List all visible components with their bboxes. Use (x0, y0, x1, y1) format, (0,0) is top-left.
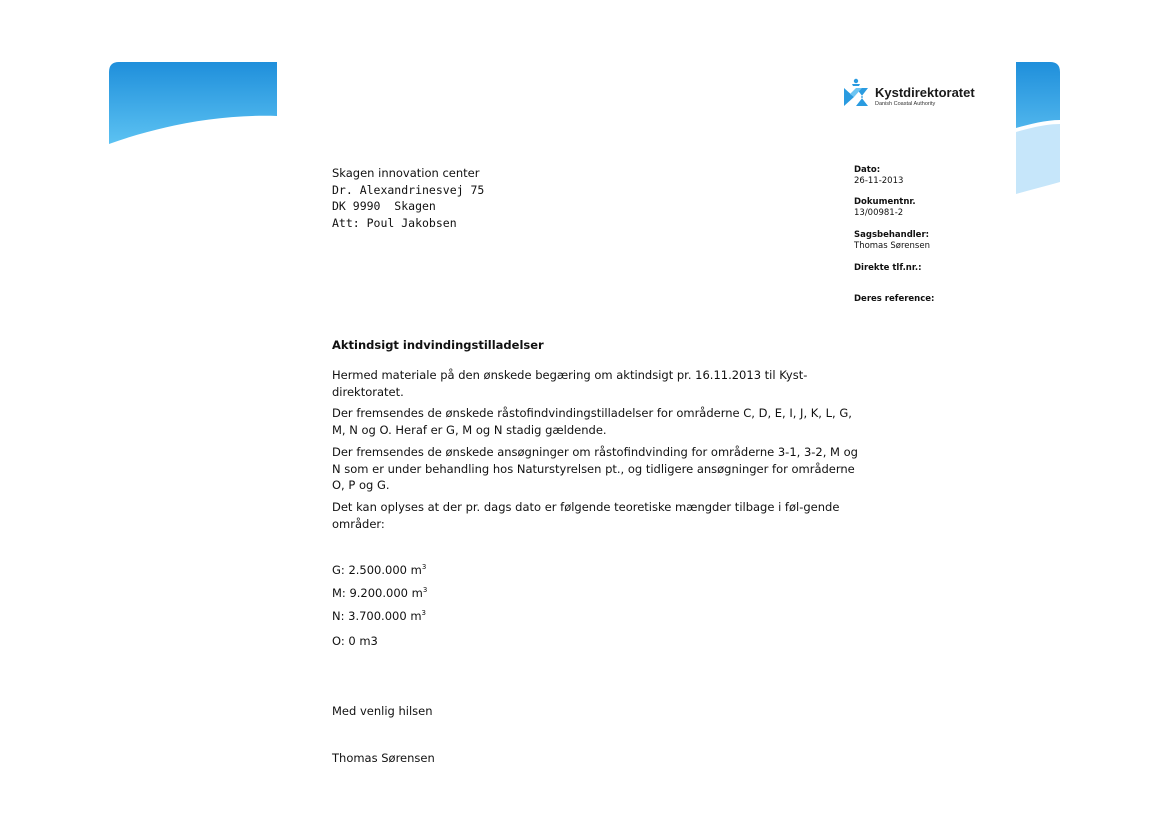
kystdirektoratet-logo (842, 78, 992, 112)
recipient-street: Dr. Alexandrinesvej 75 (332, 182, 485, 197)
logo-subtitle: Danish Coastal Authority (875, 101, 936, 107)
recipient-city: DK 9990 Skagen (332, 199, 436, 213)
recipient-name: Skagen innovation center (332, 166, 480, 180)
meta-document-number (854, 197, 916, 219)
paragraph-4: Det kan oplyses at der pr. dags dato er følgende teoretiske mængder tilbage i føl-gende områder: (332, 500, 840, 531)
paragraph-3: Der fremsendes de ønskede ansøgninger om råstofindvinding for områderne 3-1, 3-2, M og N som er under behandling hos Naturstyrelsen pt., og tidligere ansøgninger for områderne O, P og G. (332, 445, 858, 492)
closing-signature: Thomas Sørensen (332, 751, 435, 765)
paragraph-1: Hermed materiale på den ønskede begæring om aktindsigt pr. 16.11.2013 til Kyst-direktoratet. (332, 368, 808, 399)
amount-m-unit-exponent: 3 (422, 586, 428, 594)
meta-case-handler (854, 230, 930, 252)
recipient-attention: Att: Poul Jakobsen (332, 215, 457, 230)
amount-g-unit-exponent: 3 (421, 563, 427, 571)
amount-n-text: N: 3.700.000 m (332, 609, 422, 623)
meta-phone (854, 263, 921, 274)
logo-mark-icon (842, 78, 872, 110)
amount-m-text: M: 9.200.000 m (332, 586, 423, 600)
amount-n (332, 609, 426, 623)
amount-n-unit-exponent: 3 (421, 609, 426, 617)
logo-name: Kystdirektoratet (875, 85, 975, 100)
document-number-value: 13/00981-2 (854, 208, 904, 218)
case-handler-value: Thomas Sørensen (854, 241, 930, 251)
document-number-label: Dokumentnr. (854, 197, 916, 207)
case-handler-label: Sagsbehandler: (854, 230, 930, 240)
date-value: 26-11-2013 (854, 176, 904, 186)
reference-label: Deres reference: (854, 294, 935, 304)
meta-date (854, 165, 903, 187)
paragraph-2: Der fremsendes de ønskede råstofindvindingstilladelser for områderne C, D, E, I, J, K, L, G, M, N og O. Heraf er G, M og N stadig gældende. (332, 406, 852, 437)
recipient-address (332, 165, 484, 231)
amount-g (332, 563, 426, 577)
closing-greeting: Med venlig hilsen (332, 704, 433, 718)
letter-subject: Aktindsigt indvindingstilladelser (332, 338, 544, 352)
date-label: Dato: (854, 165, 881, 175)
meta-reference (854, 294, 934, 305)
header-wave-left (109, 62, 279, 146)
amount-m (332, 586, 427, 600)
amount-o: O: 0 m3 (332, 634, 378, 648)
header-wave-right (1016, 62, 1062, 196)
phone-label: Direkte tlf.nr.: (854, 263, 922, 273)
amount-g-text: G: 2.500.000 m (332, 563, 422, 577)
